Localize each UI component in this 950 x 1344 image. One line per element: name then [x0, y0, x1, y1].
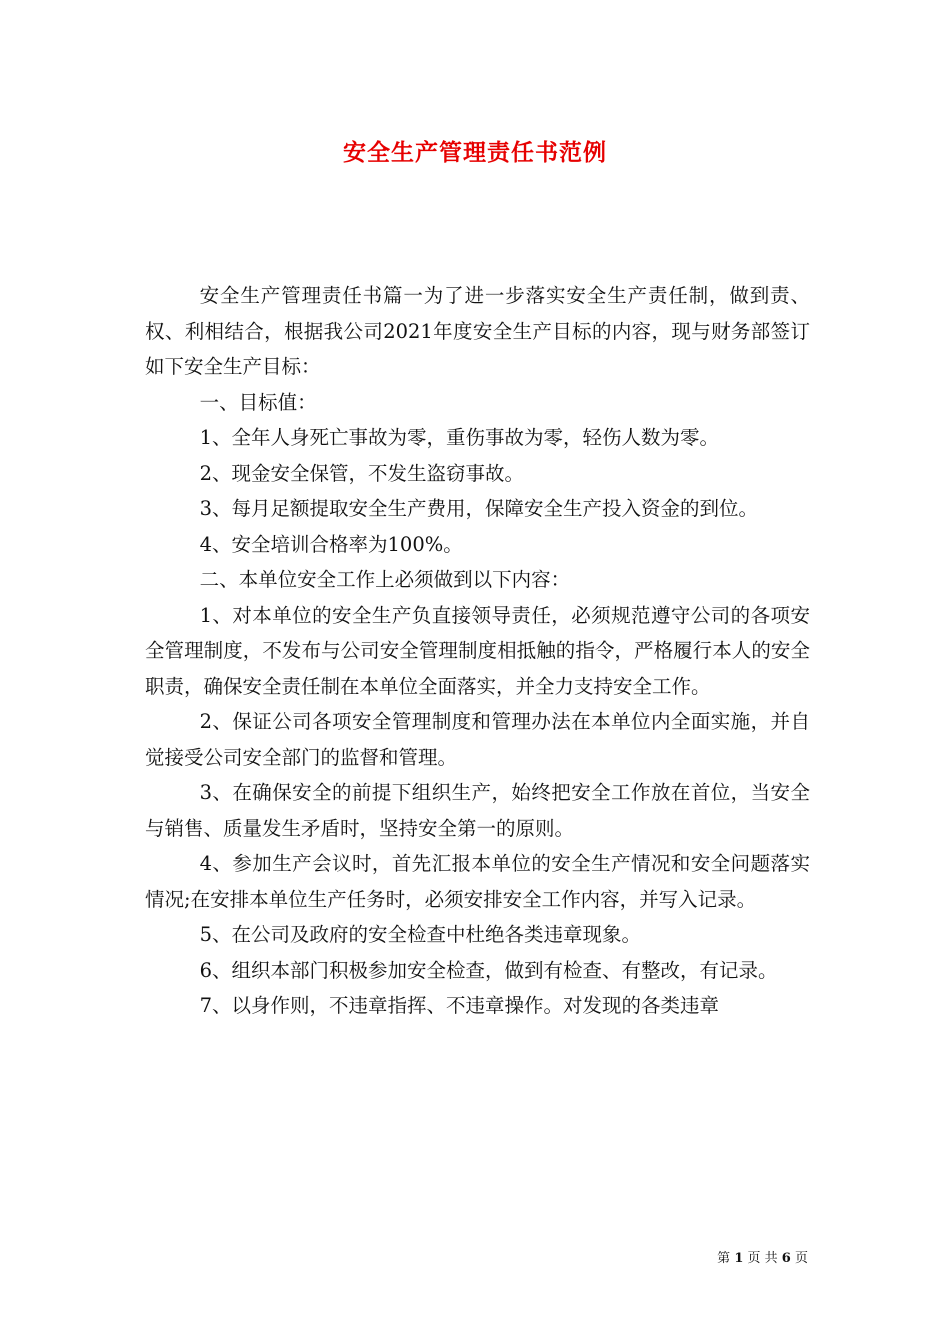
- body-paragraph: 一、目标值：: [199, 390, 317, 414]
- body-paragraph: 二、本单位安全工作上必须做到以下内容：: [199, 568, 571, 591]
- body-paragraph: 7、以身作则，不违章指挥、不违章操作。对发现的各类违章: [199, 994, 720, 1017]
- body-paragraph: 3、在确保安全的前提下组织生产，始终把安全工作放在首位，当安全与销售、质量发生矛盾时，坚持安全第一的原则。: [145, 781, 810, 840]
- body-paragraph: 2、保证公司各项安全管理制度和管理办法在本单位内全面实施，并自觉接受公司安全部门的监督和管理。: [145, 710, 810, 769]
- document-title: 安全生产管理责任书范例: [343, 139, 607, 166]
- footer-suffix: 页: [794, 1251, 808, 1266]
- body-paragraph: 4、参加生产会议时，首先汇报本单位的安全生产情况和安全问题落实情况;在安排本单位生产任务时，必须安排安全工作内容，并写入记录。: [145, 852, 810, 911]
- footer-total-pages: 6: [781, 1251, 791, 1266]
- footer-prefix: 第: [717, 1251, 731, 1266]
- footer-current-page: 1: [734, 1251, 744, 1266]
- body-paragraph: 4、安全培训合格率为100%。: [199, 532, 463, 556]
- page-number-footer: [717, 1247, 808, 1266]
- document-body: [145, 278, 810, 1024]
- footer-middle: 页 共: [747, 1251, 778, 1266]
- body-paragraph: 1、对本单位的安全生产负直接领导责任，必须规范遵守公司的各项安全管理制度，不发布与公司安全管理制度相抵触的指令，严格履行本人的安全职责，确保安全责任制在本单位全面落实，并全力支持安全工作。: [145, 603, 810, 698]
- body-paragraph: 5、在公司及政府的安全检查中杜绝各类违章现象。: [199, 923, 642, 946]
- body-paragraph: 3、每月足额提取安全生产费用，保障安全生产投入资金的到位。: [199, 497, 759, 520]
- body-paragraph: 6、组织本部门积极参加安全检查，做到有检查、有整改，有记录。: [199, 958, 778, 982]
- body-paragraph: 安全生产管理责任书篇一为了进一步落实安全生产责任制，做到责、权、利相结合，根据我公司2021年度安全生产目标的内容，现与财务部签订如下安全生产目标：: [145, 284, 810, 378]
- body-paragraph: 1、全年人身死亡事故为零，重伤事故为零，轻伤人数为零。: [199, 426, 720, 449]
- body-paragraph: 2、现金安全保管，不发生盗窃事故。: [199, 461, 525, 485]
